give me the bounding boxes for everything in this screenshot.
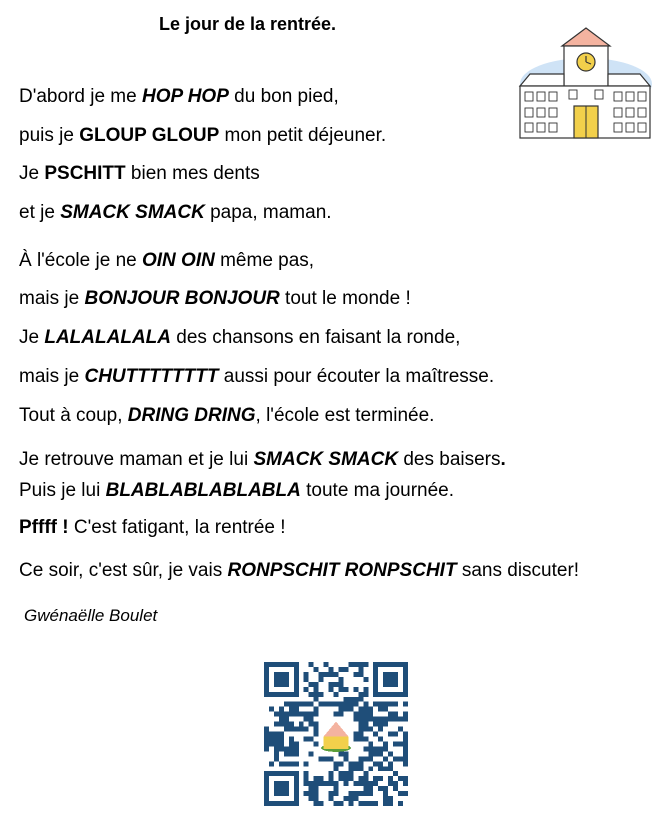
onomatopoeia: HOP HOP [141, 86, 229, 107]
poem-line [19, 163, 260, 185]
poem-line [19, 366, 494, 388]
poem-text: Tout à coup, [19, 405, 128, 426]
author-signature: Gwénaëlle Boulet [24, 606, 158, 625]
poem-line [19, 86, 339, 108]
poem-title: Le jour de la rentrée. [159, 14, 337, 34]
poem-text: tout le monde ! [279, 288, 411, 309]
onomatopoeia: Pffff ! [19, 517, 69, 538]
qr-code[interactable] [264, 662, 408, 806]
poem-text: C'est fatigant, la rentrée ! [68, 517, 286, 538]
poem-line [19, 327, 460, 349]
poem-line [19, 560, 579, 582]
poem-line [19, 480, 454, 502]
onomatopoeia: PSCHITT [44, 163, 126, 184]
poem-line [19, 449, 506, 471]
poem-text: papa, maman. [204, 202, 332, 223]
poem-line [19, 250, 314, 272]
poem-text: mais je [19, 366, 85, 387]
onomatopoeia: . [500, 449, 506, 470]
poem-text: Je retrouve maman et je lui [19, 449, 254, 470]
onomatopoeia: BLABLABLABLABLA [105, 480, 301, 501]
onomatopoeia: SMACK SMACK [253, 449, 399, 470]
onomatopoeia: RONPSCHIT RONPSCHIT [227, 560, 457, 581]
poem-text: toute ma journée. [300, 480, 455, 501]
poem-text: Je [19, 163, 45, 184]
poem-text: Je [19, 327, 45, 348]
poem-line [19, 517, 286, 539]
poem-text: des chansons en faisant la ronde, [171, 327, 461, 348]
poem-text: À l'école je ne [19, 250, 142, 271]
poem-line [19, 125, 386, 147]
poem-text: aussi pour écouter la maîtresse. [218, 366, 495, 387]
poem-line [19, 202, 332, 224]
onomatopoeia: OIN OIN [141, 250, 215, 271]
poem-text: des baisers [398, 449, 501, 470]
poem-text: mon petit déjeuner. [219, 125, 387, 146]
onomatopoeia: CHUTTTTTTTT [84, 366, 219, 387]
poem-text: du bon pied, [228, 86, 339, 107]
poem-text: puis je [19, 125, 80, 146]
poem-line [19, 288, 411, 310]
onomatopoeia: DRING DRING [127, 405, 256, 426]
poem-text: , l'école est terminée. [255, 405, 435, 426]
poem-line [19, 405, 434, 427]
poem-text: et je [19, 202, 61, 223]
onomatopoeia: LALALALALA [44, 327, 171, 348]
poem-text: Puis je lui [19, 480, 106, 501]
poem-text: sans discuter! [456, 560, 580, 581]
poem-text: bien mes dents [125, 163, 260, 184]
qr-logo-icon [321, 722, 351, 752]
onomatopoeia: BONJOUR BONJOUR [84, 288, 280, 309]
poem-text: Ce soir, c'est sûr, je vais [19, 560, 228, 581]
poem-text: même pas, [214, 250, 315, 271]
onomatopoeia: GLOUP GLOUP [79, 125, 220, 146]
poem-text: mais je [19, 288, 85, 309]
school-illustration [516, 26, 652, 144]
poem-text: D'abord je me [19, 86, 142, 107]
onomatopoeia: SMACK SMACK [60, 202, 205, 223]
